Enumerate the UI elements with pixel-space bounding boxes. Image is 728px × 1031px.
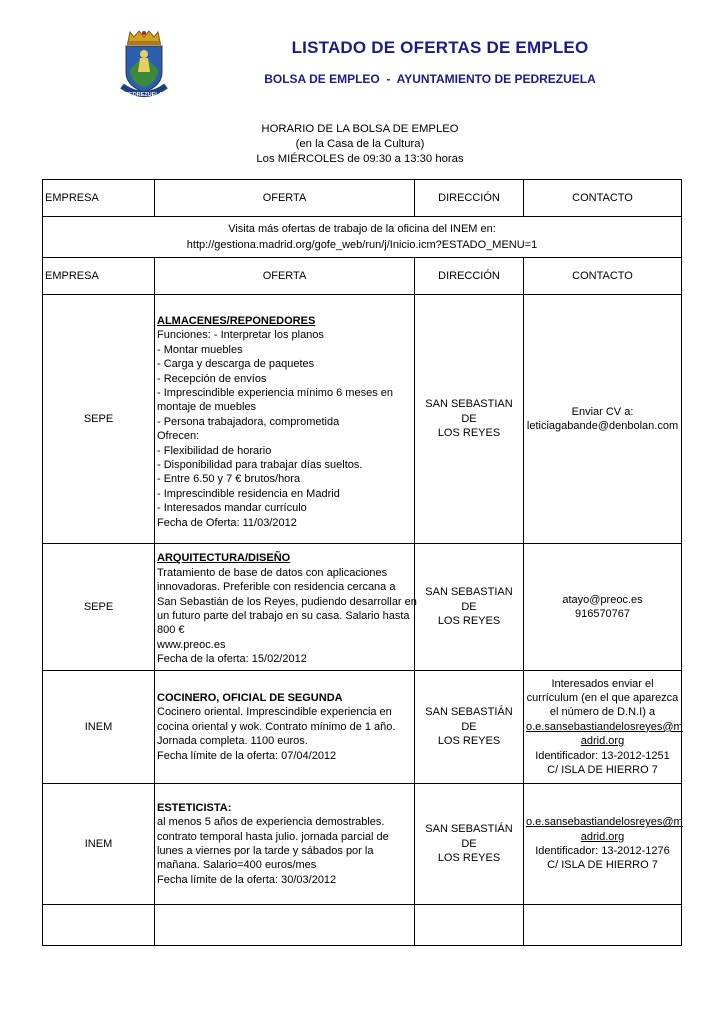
empty-cell bbox=[155, 905, 415, 946]
inem-notice-text: Visita más ofertas de trabajo de la oficina del INEM en: bbox=[228, 222, 496, 235]
col-direccion: DIRECCIÓN bbox=[415, 258, 524, 295]
offer-line: 800 € bbox=[157, 624, 185, 637]
offer-empresa: SEPE bbox=[43, 295, 155, 544]
offer-email-link[interactable]: atayo@preoc.es bbox=[562, 593, 643, 606]
page-subtitle: BOLSA DE EMPLEO - AYUNTAMIENTO DE PEDREZUELA bbox=[264, 72, 596, 86]
offer-direccion: SAN SEBASTIAN DE bbox=[425, 586, 513, 613]
offer-line: Ofrecen: bbox=[157, 430, 200, 443]
schedule-hours: Los MIÉRCOLES de 09:30 a 13:30 horas bbox=[256, 153, 464, 165]
offer-title: ALMACENES/REPONEDORES bbox=[157, 314, 316, 327]
empty-row bbox=[43, 905, 682, 946]
offer-identifier: Identificador: 13-2012-1276 bbox=[535, 845, 670, 857]
offer-contacto: currículum (en el que aparezca bbox=[526, 691, 679, 704]
offer-email-link[interactable]: o.e.sansebastiandelosreyes@m bbox=[526, 720, 683, 733]
offer-line: - Flexibilidad de horario bbox=[157, 444, 272, 457]
col-oferta: OFERTA bbox=[155, 180, 415, 217]
empty-cell bbox=[524, 905, 682, 946]
offer-direccion: SAN SEBASTIÁN DE bbox=[425, 706, 513, 733]
crest-label: PEDREZUELA bbox=[125, 92, 163, 98]
offer-empresa: INEM bbox=[43, 671, 155, 784]
offer-title: ARQUITECTURA/DISEÑO bbox=[157, 552, 291, 565]
offer-line: lunes a viernes por la tarde y sábados por la bbox=[157, 845, 374, 857]
inem-url-link[interactable]: http://gestiona.madrid.org/gofe_web/run/j/Inicio.icm?ESTADO_MENU=1 bbox=[186, 239, 538, 251]
offer-title: COCINERO, OFICIAL DE SEGUNDA bbox=[157, 691, 343, 704]
offer-line: - Recepción de envíos bbox=[157, 372, 267, 385]
table-row bbox=[43, 671, 682, 784]
offer-line: San Sebastián de los Reyes, pudiendo desarrollar en bbox=[157, 595, 417, 608]
offer-line: Tratamiento de base de datos con aplicaciones bbox=[157, 566, 388, 579]
offer-line: - Carga y descarga de paquetes bbox=[157, 358, 315, 371]
offer-line: Cocinero oriental. Imprescindible experiencia en bbox=[157, 706, 392, 719]
offer-identifier: Identificador: 13-2012-1251 bbox=[535, 749, 670, 762]
offer-contacto: Interesados enviar el bbox=[551, 677, 654, 690]
offer-contacto: el número de D.N.I) a bbox=[549, 706, 656, 719]
table-row bbox=[43, 544, 682, 671]
schedule-location: (en la Casa de la Cultura) bbox=[295, 138, 425, 150]
offer-line: - Imprescindible experiencia mínimo 6 meses en bbox=[157, 386, 393, 399]
offer-line: - Persona trabajadora, comprometida bbox=[157, 415, 340, 428]
col-contacto: CONTACTO bbox=[524, 180, 682, 217]
offer-direccion: LOS REYES bbox=[437, 615, 501, 628]
offer-line: montaje de muebles bbox=[157, 401, 257, 414]
offer-direccion: SAN SEBASTIAN DE bbox=[425, 398, 513, 425]
offer-line: un futuro parte del trabajo en su casa. Salario hasta bbox=[157, 610, 410, 622]
offer-line: innovadoras. Preferible con residencia cercana a bbox=[157, 581, 396, 594]
offer-phone: 916570767 bbox=[574, 608, 631, 620]
offer-contacto: Enviar CV a: bbox=[571, 405, 634, 418]
col-empresa: EMPRESA bbox=[43, 180, 155, 217]
offer-line: - Montar muebles bbox=[157, 343, 243, 356]
offer-line: - Entre 6.50 y 7 € brutos/hora bbox=[157, 473, 301, 486]
offer-date: Fecha límite de la oferta: 07/04/2012 bbox=[157, 749, 337, 762]
page-title: LISTADO DE OFERTAS DE EMPLEO bbox=[291, 38, 589, 57]
offer-empresa: INEM bbox=[43, 784, 155, 905]
offer-email-link[interactable]: adrid.org bbox=[580, 735, 625, 748]
offers-table bbox=[42, 179, 682, 946]
table-header-row-2 bbox=[43, 258, 682, 295]
offer-line: Jornada completa. 1100 euros. bbox=[157, 735, 308, 748]
offer-address: C/ ISLA DE HIERRO 7 bbox=[547, 859, 658, 872]
offer-line: al menos 5 años de experiencia demostrables. bbox=[157, 816, 385, 829]
inem-notice-row bbox=[43, 217, 682, 258]
offer-website-link[interactable]: www.preoc.es bbox=[157, 638, 226, 651]
col-oferta: OFERTA bbox=[155, 258, 415, 295]
offer-date: Fecha de la oferta: 15/02/2012 bbox=[157, 653, 307, 666]
offer-direccion: LOS REYES bbox=[437, 852, 501, 865]
offer-title: ESTETICISTA: bbox=[157, 801, 232, 814]
offer-direccion: LOS REYES bbox=[437, 427, 501, 440]
offer-line: - Interesados mandar currículo bbox=[157, 502, 307, 515]
col-empresa: EMPRESA bbox=[43, 258, 155, 295]
col-contacto: CONTACTO bbox=[524, 258, 682, 295]
empty-cell bbox=[415, 905, 524, 946]
offer-date: Fecha de Oferta: 11/03/2012 bbox=[157, 516, 297, 529]
offer-line: - Disponibilidad para trabajar días sueltos. bbox=[157, 459, 363, 472]
col-direccion: DIRECCIÓN bbox=[415, 180, 524, 217]
table-header-row bbox=[43, 180, 682, 217]
offer-email-link[interactable]: adrid.org bbox=[580, 830, 625, 843]
offer-address: C/ ISLA DE HIERRO 7 bbox=[547, 764, 658, 777]
offer-direccion: SAN SEBASTIÁN DE bbox=[425, 823, 513, 850]
empty-cell bbox=[43, 905, 155, 946]
offer-email-link[interactable]: leticiagabande@denbolan.com bbox=[526, 420, 679, 432]
schedule-heading: HORARIO DE LA BOLSA DE EMPLEO bbox=[261, 123, 459, 135]
offer-empresa: SEPE bbox=[43, 544, 155, 671]
table-row bbox=[43, 295, 682, 544]
table-row bbox=[43, 784, 682, 905]
offer-line: contrato temporal hasta julio. jornada parcial de bbox=[157, 830, 389, 843]
offer-date: Fecha límite de la oferta: 30/03/2012 bbox=[157, 873, 337, 886]
offer-line: - Imprescindible residencia en Madrid bbox=[157, 487, 340, 500]
offer-direccion: LOS REYES bbox=[437, 735, 501, 748]
offer-line: mañana. Salario=400 euros/mes bbox=[157, 859, 317, 872]
offer-line: cocina oriental y wok. Contrato mínimo de 1 año. bbox=[157, 720, 396, 733]
offer-line: Funciones: - Interpretar los planos bbox=[157, 329, 324, 342]
offer-email-link[interactable]: o.e.sansebastiandelosreyes@m bbox=[526, 816, 683, 829]
